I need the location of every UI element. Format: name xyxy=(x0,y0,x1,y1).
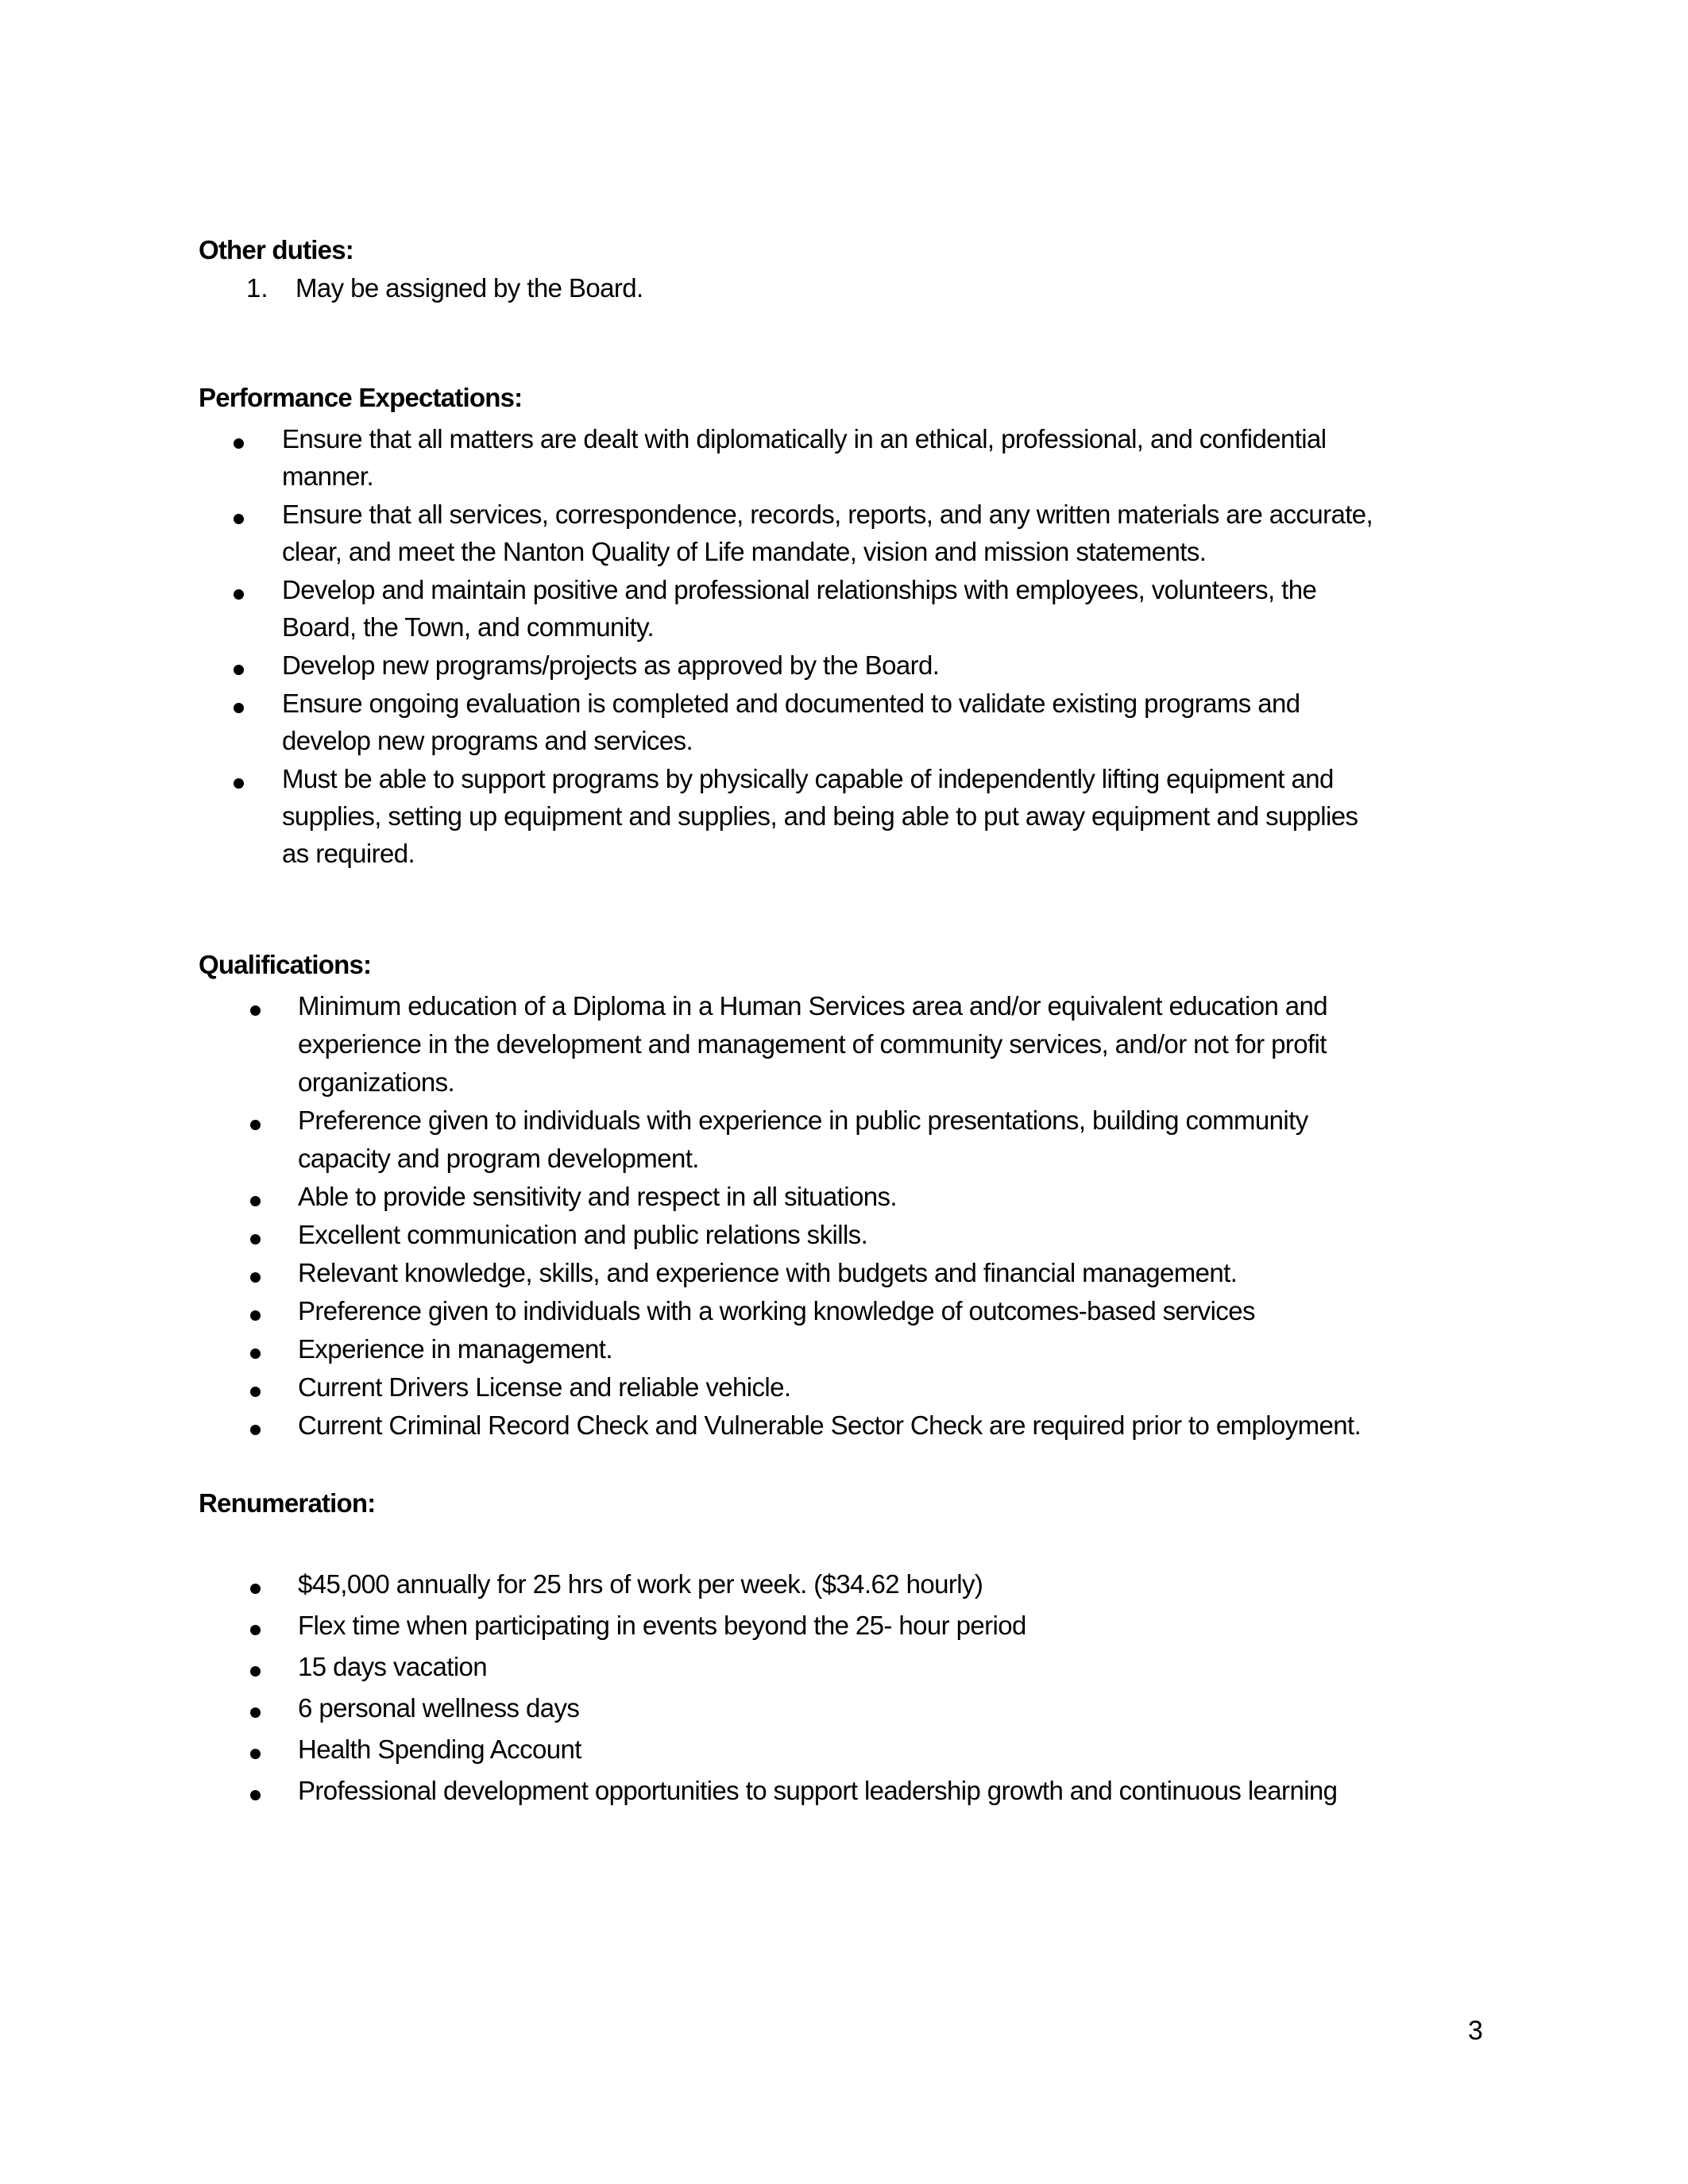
list-item-text: capacity and program development. xyxy=(298,1144,699,1173)
bullet-icon xyxy=(250,1749,261,1759)
list-item-text: supplies, setting up equipment and supplies, and being able to put away equipment and supplies xyxy=(282,801,1358,831)
section-heading-performance-expectations: Performance Expectations: xyxy=(199,383,523,412)
list-item-text: Preference given to individuals with experience in public presentations, building community xyxy=(298,1106,1308,1135)
list-item-text: $45,000 annually for 25 hrs of work per week. ($34.62 hourly) xyxy=(298,1569,983,1599)
list-item-text: develop new programs and services. xyxy=(282,726,693,755)
list-item-text: Health Spending Account xyxy=(298,1734,581,1764)
section-heading-renumeration: Renumeration: xyxy=(199,1488,376,1518)
list-item-text: organizations. xyxy=(298,1067,455,1097)
bullet-icon xyxy=(250,1005,261,1016)
list-item-text: Experience in management. xyxy=(298,1334,612,1364)
list-item-text: Professional development opportunities to support leadership growth and continuous learning xyxy=(298,1776,1338,1805)
list-item-text: Relevant knowledge, skills, and experience with budgets and financial management. xyxy=(298,1258,1238,1287)
bullet-icon xyxy=(250,1349,261,1359)
list-number: 1. xyxy=(246,273,268,303)
list-item-text: Develop and maintain positive and professional relationships with employees, volunteers, the xyxy=(282,575,1317,604)
list-item-text: as required. xyxy=(282,839,415,868)
bullet-icon xyxy=(250,1387,261,1397)
bullet-icon xyxy=(234,589,244,600)
list-item-text: experience in the development and management of community services, and/or not for profit xyxy=(298,1029,1327,1059)
list-item-text: Preference given to individuals with a working knowledge of outcomes-based services xyxy=(298,1296,1255,1325)
bullet-icon xyxy=(250,1707,261,1718)
bullet-icon xyxy=(250,1584,261,1594)
list-item-text: Current Criminal Record Check and Vulnerable Sector Check are required prior to employment. xyxy=(298,1410,1362,1440)
list-item-text: Must be able to support programs by physically capable of independently lifting equipment and xyxy=(282,764,1334,793)
bullet-icon xyxy=(250,1310,261,1321)
list-item-text: Ensure ongoing evaluation is completed and documented to validate existing programs and xyxy=(282,689,1300,718)
list-item-text: Develop new programs/projects as approved by the Board. xyxy=(282,650,940,680)
bullet-icon xyxy=(234,514,244,524)
section-heading-qualifications: Qualifications: xyxy=(199,950,372,979)
bullet-icon xyxy=(250,1234,261,1244)
bullet-icon xyxy=(234,438,244,449)
list-item-text: clear, and meet the Nanton Quality of Life mandate, vision and mission statements. xyxy=(282,537,1207,566)
list-item-text: Excellent communication and public relations skills. xyxy=(298,1220,868,1249)
bullet-icon xyxy=(250,1425,261,1435)
list-item-text: 15 days vacation xyxy=(298,1652,488,1681)
list-item-text: Able to provide sensitivity and respect in all situations. xyxy=(298,1182,897,1211)
list-item-text: manner. xyxy=(282,461,374,491)
list-item-text: May be assigned by the Board. xyxy=(295,273,643,303)
bullet-icon xyxy=(250,1196,261,1206)
list-item-text: Ensure that all matters are dealt with diplomatically in an ethical, professional, and confidential xyxy=(282,424,1327,453)
list-item-text: Ensure that all services, correspondence, records, reports, and any written materials are accurate, xyxy=(282,500,1373,529)
bullet-icon xyxy=(250,1666,261,1677)
page-number: 3 xyxy=(1468,2016,1483,2046)
list-item-text: Board, the Town, and community. xyxy=(282,612,655,642)
bullet-icon xyxy=(250,1790,261,1800)
bullet-icon xyxy=(250,1120,261,1130)
bullet-icon xyxy=(234,703,244,713)
bullet-icon xyxy=(250,1625,261,1635)
bullet-icon xyxy=(234,665,244,675)
bullet-icon xyxy=(250,1272,261,1283)
list-item-text: Flex time when participating in events beyond the 25- hour period xyxy=(298,1611,1026,1640)
list-item-text: Minimum education of a Diploma in a Human Services area and/or equivalent education and xyxy=(298,991,1328,1021)
list-item-text: 6 personal wellness days xyxy=(298,1693,580,1723)
list-item-text: Current Drivers License and reliable vehicle. xyxy=(298,1372,791,1402)
bullet-icon xyxy=(234,778,244,789)
section-heading-other-duties: Other duties: xyxy=(199,235,353,264)
